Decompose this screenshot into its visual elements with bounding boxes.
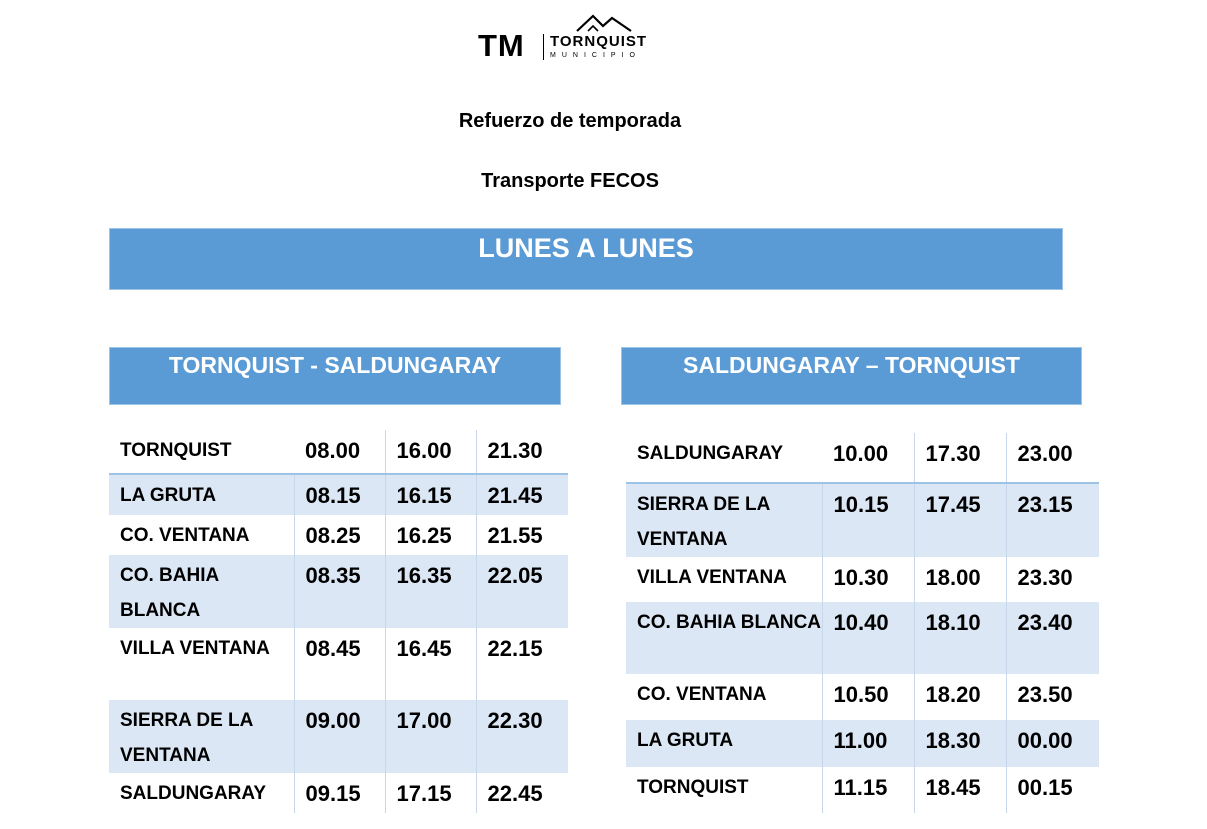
departure-time: 18.10 (914, 602, 1006, 674)
departure-time: 10.50 (822, 674, 914, 720)
departure-time: 22.05 (476, 555, 568, 628)
stop-name: SALDUNGARAY (626, 433, 822, 483)
departure-time: 23.40 (1006, 602, 1099, 674)
table-row (109, 555, 568, 628)
departure-time: 00.00 (1006, 720, 1099, 767)
schedule-table-tornquist-saldungaray (109, 430, 568, 813)
table-row (109, 474, 568, 515)
logo-name: TORNQUIST (550, 33, 648, 50)
departure-time: 10.40 (822, 602, 914, 674)
departure-time: 11.15 (822, 767, 914, 813)
table-row (626, 674, 1099, 720)
departure-time: 18.00 (914, 557, 1006, 602)
table-row (626, 767, 1099, 813)
stop-name: CO. BAHIA BLANCA (109, 555, 294, 628)
stop-name: SIERRA DE LA VENTANA (626, 483, 822, 557)
table-row (109, 515, 568, 555)
table-row (626, 483, 1099, 557)
departure-time: 16.00 (385, 430, 476, 474)
departure-time: 17.00 (385, 700, 476, 773)
stop-name: CO. VENTANA (120, 525, 250, 546)
departure-time: 08.45 (294, 628, 385, 700)
departure-time: 18.20 (914, 674, 1006, 720)
departure-time: 10.30 (822, 557, 914, 602)
departure-time: 22.45 (476, 773, 568, 813)
table1-title: TORNQUIST - SALDUNGARAY (109, 347, 561, 405)
departure-time: 23.50 (1006, 674, 1099, 720)
departure-time: 23.15 (1006, 483, 1099, 557)
departure-time: 09.00 (294, 700, 385, 773)
departure-time: 17.45 (914, 483, 1006, 557)
mountain-icon (576, 14, 634, 34)
logo-subtitle: MUNICIPIO (550, 52, 641, 59)
schedule-banner: LUNES A LUNES (109, 228, 1063, 290)
departure-time: 16.25 (385, 515, 476, 555)
stop-name: CO. BAHIA BLANCA (626, 602, 822, 674)
departure-time: 16.35 (385, 555, 476, 628)
departure-time: 00.15 (1006, 767, 1099, 813)
stop-name: VILLA VENTANA (637, 567, 787, 588)
table2-title: SALDUNGARAY – TORNQUIST (621, 347, 1082, 405)
stop-name: TORNQUIST (637, 777, 749, 798)
departure-time: 09.15 (294, 773, 385, 813)
schedule-table-saldungaray-tornquist (626, 433, 1099, 813)
heading-refuerzo: Refuerzo de temporada (458, 110, 682, 132)
departure-time: 10.00 (822, 433, 914, 483)
departure-time: 21.55 (476, 515, 568, 555)
municipio-logo (478, 14, 668, 64)
departure-time: 16.45 (385, 628, 476, 700)
table-row (626, 557, 1099, 602)
departure-time: 22.15 (476, 628, 568, 700)
table-row (109, 773, 568, 813)
departure-time: 18.30 (914, 720, 1006, 767)
departure-time: 08.25 (294, 515, 385, 555)
departure-time: 08.15 (294, 474, 385, 515)
stop-name: LA GRUTA (109, 474, 294, 515)
stop-name: VILLA VENTANA (120, 638, 270, 659)
heading-transporte: Transporte FECOS (481, 170, 659, 192)
table-row (626, 720, 1099, 767)
departure-time: 23.30 (1006, 557, 1099, 602)
table-row (626, 602, 1099, 674)
stop-name: SALDUNGARAY (120, 783, 267, 804)
departure-time: 23.00 (1006, 433, 1099, 483)
departure-time: 17.30 (914, 433, 1006, 483)
stop-name: LA GRUTA (626, 720, 822, 767)
logo-mark: TM (478, 28, 525, 63)
table-row (109, 430, 568, 474)
table-row (626, 433, 1099, 483)
departure-time: 16.15 (385, 474, 476, 515)
table-row (109, 700, 568, 773)
departure-time: 11.00 (822, 720, 914, 767)
departure-time: 08.00 (294, 430, 385, 474)
departure-time: 21.30 (476, 430, 568, 474)
table-row (109, 628, 568, 700)
departure-time: 22.30 (476, 700, 568, 773)
stop-name: CO. VENTANA (637, 684, 767, 705)
stop-name: SIERRA DE LA VENTANA (109, 700, 294, 773)
departure-time: 18.45 (914, 767, 1006, 813)
logo-divider (543, 34, 544, 60)
departure-time: 10.15 (822, 483, 914, 557)
departure-time: 08.35 (294, 555, 385, 628)
departure-time: 21.45 (476, 474, 568, 515)
departure-time: 17.15 (385, 773, 476, 813)
stop-name: TORNQUIST (109, 430, 294, 474)
